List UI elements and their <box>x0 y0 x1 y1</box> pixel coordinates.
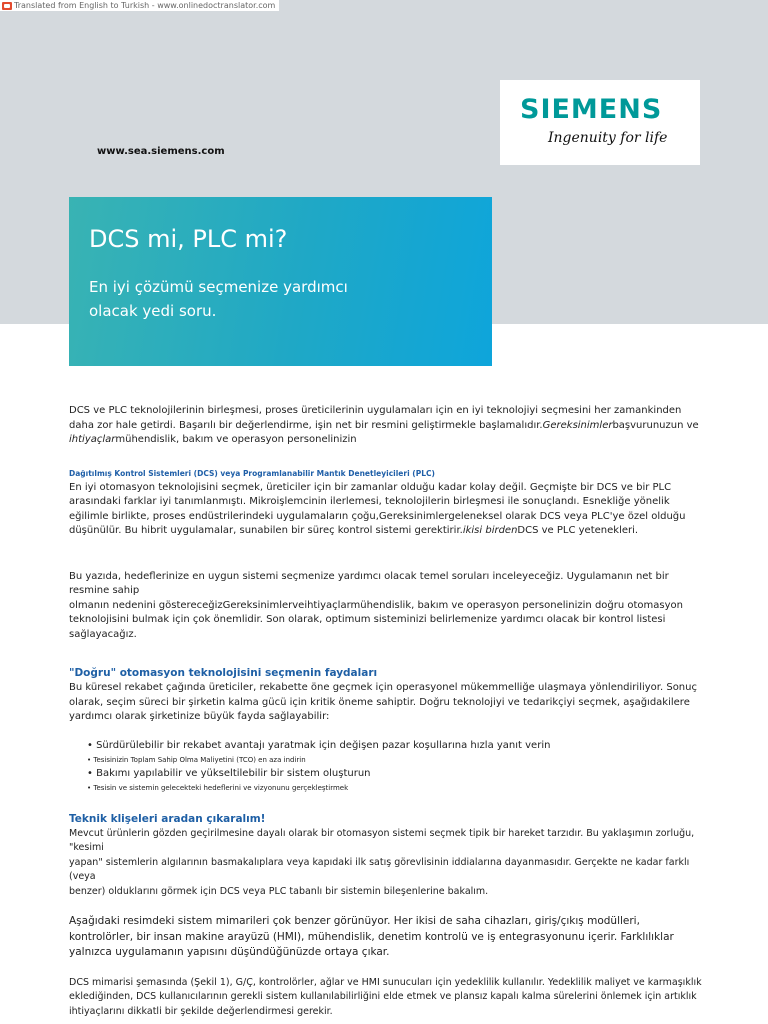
section3-paragraph <box>69 681 709 725</box>
section6-paragraph <box>69 976 709 1020</box>
subtitle-line: olacak yedi soru. <box>89 302 217 320</box>
section-heading-dcs-plc: Dağıtılmış Kontrol Sistemleri (DCS) veya Programlanabilir Mantık Denetleyicileri (PLC) <box>69 468 435 478</box>
text-line: başvurunuzun ve <box>612 419 699 431</box>
text-line: yapan" sistemlerin algılarının basmakalıplara veya kapıdaki ilk satış görevlisinin iddialarına dayanmasıdır. Gerçekte ne kadar farklı (veya <box>69 856 690 882</box>
translator-icon <box>2 2 12 10</box>
text-line: Bu yazıda, hedeflerinize en uygun sistemi seçmenize yardımcı olacak temel soruları inceleyeceğiz. Uygulamanın net bir resmine sahip <box>69 570 669 596</box>
hero-banner <box>69 197 492 366</box>
text-line: Mevcut ürünlerin gözden geçirilmesine dayalı olarak bir otomasyon sistemi seçmek tipik bir hareket tarzıdır. Bu yaklaşımın zorluğu, "kesimi <box>69 827 695 853</box>
logo-brand: SIEMENS <box>520 94 663 125</box>
section4-paragraph <box>69 827 709 900</box>
subtitle-line: En iyi çözümü seçmenize yardımcı <box>89 278 348 296</box>
text-line: olmanın nedenini göstereceğizGereksinimlerveihtiyaçlarmühendislik, bakım ve operasyon personelinizin doğru otomasyon <box>69 599 683 611</box>
text-line: benzer) olduklarını görmek için DCS veya PLC tabanlı bir sistemin bileşenlerine bakalım. <box>69 885 489 897</box>
translator-text[interactable]: Translated from English to Turkish - www.onlinedoctranslator.com <box>14 1 276 10</box>
benefits-list <box>69 739 709 795</box>
intro-paragraph <box>69 404 709 448</box>
website-url: www.sea.siemens.com <box>97 146 225 157</box>
text-line: DCS mimarisi şemasında (Şekil 1), G/Ç, kontrolörler, ağlar ve HMI sunucuları için yedeklilik kullanılır. Yedeklilik maliyet ve karmaşıklık <box>69 976 702 988</box>
text-line: daha zor hale getirdi. Başarılı bir değerlendirme, işin net bir resmini geliştirmekle başlamalıdır. <box>69 419 543 431</box>
text-line: DCS ve PLC teknolojilerinin birleşmesi, proses üreticilerinin uygulamaları için en iyi teknolojiyi seçmesini her zamankinden <box>69 405 682 416</box>
siemens-logo <box>500 80 700 165</box>
text-line: En iyi otomasyon teknolojisini seçmek, üreticiler için bir zamanlar olduğu kadar kolay değil. Geçmişte bir DCS ve bir PLC <box>69 481 672 493</box>
text-line: Bu küresel rekabet çağında üreticiler, rekabette öne geçmek için operasyonel mükemmelliğe ulaşmaya yönlendiriliyor. Sonuç <box>69 682 697 693</box>
document-body <box>69 404 709 1019</box>
text-line: DCS ve PLC yetenekleri. <box>517 525 639 536</box>
list-item: • Bakımı yapılabilir ve yükseltilebilir bir sistem oluşturun <box>87 767 709 781</box>
list-item: • Tesisinizin Toplam Sahip Olma Maliyetini (TCO) en aza indirin <box>87 753 709 767</box>
text-line: teknolojisini bulmak için çok önemlidir. Son olarak, optimum sisteminizi belirlemenize yardımcı olacak bir kontrol listesi sağlayacağız. <box>69 614 666 640</box>
text-line: yalnızca uygulamanın yapısını düşündüğünüzde ortaya çıkar. <box>69 946 390 958</box>
emphasis: Gereksinimler <box>542 419 613 431</box>
translator-banner[interactable] <box>0 0 279 11</box>
text-line: eğilimle birlikte, proses endüstrilerindeki uygulamaların çoğu,Gereksinimlergeleneksel olarak DCS veya PLC'ye özel olduğu <box>69 510 686 522</box>
emphasis: ihtiyaçlar <box>69 434 116 445</box>
list-item: • Tesisin ve sistemin gelecekteki hedeflerini ve vizyonunu gerçekleştirmek <box>87 781 709 795</box>
text-line: Aşağıdaki resimdeki sistem mimarileri çok benzer görünüyor. Her ikisi de saha cihazları, giriş/çıkış modülleri, <box>69 915 640 927</box>
list-item: • Sürdürülebilir bir rekabet avantajı yaratmak için değişen pazar koşullarına hızla yanıt verin <box>87 739 709 753</box>
text-line: eklediğinden, DCS kullanıcılarının gerekli sistem kullanılabilirliğini elde etmek ve plansız kapalı kalma sürelerini önlemek için artıklık <box>69 991 697 1002</box>
section2-paragraph <box>69 570 709 643</box>
text-line: olarak, seçim süreci bir şirketin kalma gücü için kritik öneme sahiptir. Doğru teknolojiyi ve tedarikçiyi seçmek, aşağıdakilere <box>69 696 690 708</box>
emphasis: ikisi birden <box>462 525 518 536</box>
section-heading-benefits: "Doğru" otomasyon teknolojisini seçmenin faydaları <box>69 667 378 679</box>
section-heading-cliches: Teknik klişeleri aradan çıkaralım! <box>69 812 266 825</box>
text-line: mühendislik, bakım ve operasyon personelinizin <box>115 434 357 445</box>
text-line: yardımcı olarak şirketinize büyük fayda sağlayabilir: <box>69 711 330 722</box>
logo-tagline: Ingenuity for life <box>548 130 668 146</box>
text-line: düşünülür. Bu hibrit uygulamalar, sunabilen bir süreç kontrol sistemi gerektirir. <box>69 525 463 536</box>
text-line: arasındaki farklar iyi tanımlanmıştı. Mikroişlemcinin ilerlemesi, teknolojilerin birleşmesi ile sonuçlandı. Esnekliğe yönelik <box>69 496 670 507</box>
section1-paragraph <box>69 481 709 539</box>
section5-paragraph <box>69 914 709 961</box>
text-line: ihtiyaçlarını dikkatli bir şekilde değerlendirmesi gerekir. <box>69 1005 333 1017</box>
text-line: kontrolörler, bir insan makine arayüzü (HMI), mühendislik, denetim kontrolü ve iş entegrasyonunu içerir. Farklılıklar <box>69 930 674 943</box>
page-subtitle <box>89 275 409 323</box>
page-title: DCS mi, PLC mi? <box>89 225 288 253</box>
